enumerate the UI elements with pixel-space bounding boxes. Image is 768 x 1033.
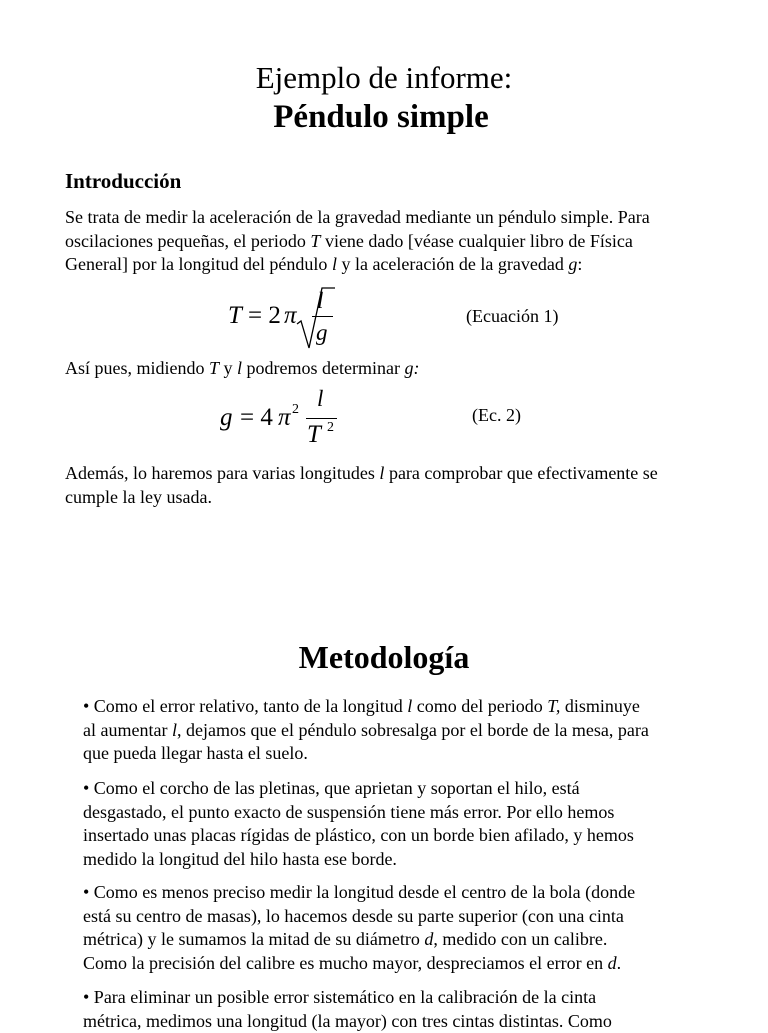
eq2-pi: π: [278, 404, 291, 432]
equation-1-label: (Ecuación 1): [466, 306, 558, 327]
eq1-fraction-bar: [312, 316, 333, 317]
equation-2: [218, 384, 348, 454]
paragraph-ademas: [65, 462, 658, 509]
bullet-item: [83, 777, 634, 871]
text-line: • Para eliminar un posible error sistemático en la calibración de la cinta: [83, 986, 612, 1010]
equation-1: [226, 284, 346, 354]
eq1-pi: π: [284, 302, 297, 330]
eq2-lhs: g: [220, 404, 233, 432]
text-line: medido la longitud del hilo hasta ese borde.: [83, 848, 634, 872]
text-line: Como la precisión del calibre es mucho mayor, despreciamos el error en d.: [83, 952, 635, 976]
bullet-item: [83, 986, 612, 1033]
eq2-denominator-exponent: 2: [327, 420, 334, 436]
eq1-denominator: g: [316, 320, 328, 346]
eq2-fraction-bar: [306, 418, 337, 419]
eq1-numerator: l: [317, 288, 323, 314]
section-heading-metodologia: Metodología: [0, 639, 768, 676]
title-line-1: Ejemplo de informe:: [0, 60, 768, 96]
eq2-numerator: l: [317, 386, 323, 412]
text-line: Además, lo haremos para varias longitudes l para comprobar que efectivamente se: [65, 462, 658, 486]
text-line: que pueda llegar hasta el suelo.: [83, 742, 649, 766]
text-line: cumple la ley usada.: [65, 486, 658, 510]
title-line-2: Péndulo simple: [0, 99, 762, 136]
paragraph-asi-pues: [65, 357, 419, 381]
text-line: • Como el error relativo, tanto de la longitud l como del periodo T, disminuye: [83, 695, 649, 719]
text-line: insertado unas placas rígidas de plástico, con un borde bien afilado, y hemos: [83, 824, 634, 848]
bullet-item: [83, 881, 635, 975]
eq1-lhs: T: [228, 302, 242, 330]
section-heading-introduccion: Introducción: [65, 169, 181, 194]
text-line: Así pues, midiendo T y l podremos determinar g:: [65, 357, 419, 381]
text-line: métrica, medimos una longitud (la mayor) con tres cintas distintas. Como: [83, 1010, 612, 1033]
eq2-equals: = 4: [240, 404, 273, 432]
eq1-equals: = 2: [248, 302, 281, 330]
text-line: Se trata de medir la aceleración de la gravedad mediante un péndulo simple. Para: [65, 206, 650, 230]
text-line: métrica) y le sumamos la mitad de su diámetro d, medido con un calibre.: [83, 928, 635, 952]
text-line: está su centro de masas), lo hacemos desde su parte superior (con una cinta: [83, 905, 635, 929]
bullet-item: [83, 695, 649, 766]
eq2-exponent: 2: [292, 402, 299, 418]
text-line: • Como es menos preciso medir la longitud desde el centro de la bola (donde: [83, 881, 635, 905]
intro-paragraph: [65, 206, 650, 277]
text-line: General] por la longitud del péndulo l y la aceleración de la gravedad g:: [65, 253, 650, 277]
text-line: • Como el corcho de las pletinas, que aprietan y soportan el hilo, está: [83, 777, 634, 801]
equation-2-label: (Ec. 2): [472, 405, 521, 426]
text-line: al aumentar l, dejamos que el péndulo sobresalga por el borde de la mesa, para: [83, 719, 649, 743]
text-line: desgastado, el punto exacto de suspensión tiene más error. Por ello hemos: [83, 801, 634, 825]
eq2-denominator: T: [307, 421, 321, 449]
text-line: oscilaciones pequeñas, el periodo T viene dado [véase cualquier libro de Física: [65, 230, 650, 254]
